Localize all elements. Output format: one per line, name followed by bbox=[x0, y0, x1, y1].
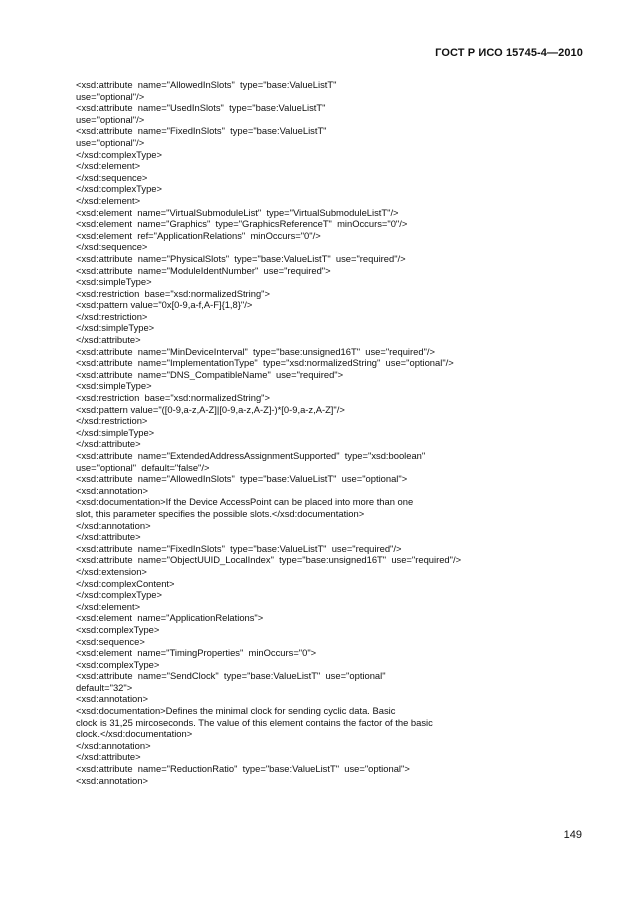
code-line: </xsd:element> bbox=[76, 600, 141, 612]
code-line: <xsd:pattern value="([0-9,a-z,A-Z]|[0-9,a-z,A-Z]-)*[0-9,a-z,A-Z]"/> bbox=[76, 403, 345, 415]
code-line: <xsd:attribute name="PhysicalSlots" type="base:ValueListT" use="required"/> bbox=[76, 252, 406, 264]
code-line: default="32"> bbox=[76, 681, 133, 693]
page-number: 149 bbox=[563, 829, 582, 841]
code-line: <xsd:sequence> bbox=[76, 635, 145, 647]
code-line: <xsd:annotation> bbox=[76, 693, 148, 705]
code-line: </xsd:sequence> bbox=[76, 241, 148, 253]
code-line: </xsd:element> bbox=[76, 194, 141, 206]
code-line: <xsd:attribute name="ModuleIdentNumber" use="required"> bbox=[76, 264, 331, 276]
xsd-code-listing bbox=[76, 79, 566, 786]
code-line: </xsd:attribute> bbox=[76, 751, 141, 763]
code-line: </xsd:attribute> bbox=[76, 334, 141, 346]
code-line: <xsd:attribute name="ImplementationType" type="xsd:normalizedString" use="optional"/> bbox=[76, 357, 454, 369]
code-line: </xsd:restriction> bbox=[76, 415, 148, 427]
code-line: slot, this parameter specifies the possible slots.</xsd:documentation> bbox=[76, 507, 365, 519]
code-line: </xsd:complexType> bbox=[76, 183, 162, 195]
code-line: </xsd:simpleType> bbox=[76, 426, 155, 438]
code-line: <xsd:attribute name="FixedInSlots" type="base:ValueListT" bbox=[76, 125, 327, 137]
code-line: <xsd:attribute name="AllowedInSlots" type="base:ValueListT" bbox=[76, 79, 337, 90]
code-line: <xsd:attribute name="ReductionRatio" type="base:ValueListT" use="optional"> bbox=[76, 763, 410, 775]
code-line: use="optional"/> bbox=[76, 90, 145, 102]
code-line: <xsd:restriction base="xsd:normalizedString"> bbox=[76, 392, 270, 404]
code-line: </xsd:complexType> bbox=[76, 589, 162, 601]
code-line: use="optional" default="false"/> bbox=[76, 461, 210, 473]
code-line: <xsd:attribute name="FixedInSlots" type="base:ValueListT" use="required"/> bbox=[76, 542, 402, 554]
code-line: <xsd:attribute name="AllowedInSlots" type="base:ValueListT" use="optional"> bbox=[76, 473, 408, 485]
code-line: clock.</xsd:documentation> bbox=[76, 728, 193, 740]
code-line: use="optional"/> bbox=[76, 113, 145, 125]
code-line: <xsd:restriction base="xsd:normalizedString"> bbox=[76, 287, 270, 299]
code-line: <xsd:attribute name="UsedInSlots" type="base:ValueListT" bbox=[76, 102, 326, 114]
code-line: <xsd:annotation> bbox=[76, 484, 148, 496]
code-line: </xsd:attribute> bbox=[76, 531, 141, 543]
code-line: <xsd:attribute name="SendClock" type="base:ValueListT" use="optional" bbox=[76, 670, 386, 682]
code-line: <xsd:complexType> bbox=[76, 658, 160, 670]
code-line: use="optional"/> bbox=[76, 136, 145, 148]
code-line: </xsd:restriction> bbox=[76, 310, 148, 322]
code-line: <xsd:pattern value="0x[0-9,a-f,A-F]{1,8}"/> bbox=[76, 299, 253, 311]
code-line: <xsd:simpleType> bbox=[76, 380, 152, 392]
standard-code-header: ГОСТ Р ИСО 15745-4—2010 bbox=[435, 47, 583, 59]
code-line: <xsd:element name="VirtualSubmoduleList" type="VirtualSubmoduleListT"/> bbox=[76, 206, 399, 218]
code-line: </xsd:annotation> bbox=[76, 519, 151, 531]
code-line: </xsd:extension> bbox=[76, 565, 147, 577]
code-line: clock is 31,25 mircoseconds. The value of this element contains the factor of the basic bbox=[76, 716, 433, 728]
code-line: <xsd:attribute name="ExtendedAddressAssignmentSupported" type="xsd:boolean" bbox=[76, 450, 426, 461]
code-line: <xsd:simpleType> bbox=[76, 276, 152, 288]
code-line: </xsd:sequence> bbox=[76, 171, 148, 183]
code-line: </xsd:simpleType> bbox=[76, 322, 155, 334]
code-line: </xsd:attribute> bbox=[76, 438, 141, 450]
code-line: <xsd:documentation>If the Device AccessPoint can be placed into more than one bbox=[76, 496, 414, 508]
code-line: <xsd:annotation> bbox=[76, 774, 148, 786]
code-line: <xsd:attribute name="MinDeviceInterval" type="base:unsigned16T" use="required"/> bbox=[76, 345, 435, 357]
code-line: <xsd:element ref="ApplicationRelations" minOccurs="0"/> bbox=[76, 229, 321, 241]
code-line: <xsd:complexType> bbox=[76, 623, 160, 635]
code-line: <xsd:element name="TimingProperties" minOccurs="0"> bbox=[76, 647, 317, 659]
code-line: </xsd:element> bbox=[76, 160, 141, 172]
code-line: </xsd:annotation> bbox=[76, 739, 151, 751]
code-line: </xsd:complexContent> bbox=[76, 577, 175, 589]
code-line: <xsd:documentation>Defines the minimal clock for sending cyclic data. Basic bbox=[76, 705, 396, 717]
code-line: <xsd:attribute name="DNS_CompatibleName" use="required"> bbox=[76, 368, 344, 380]
code-line: </xsd:complexType> bbox=[76, 148, 162, 160]
code-line: <xsd:element name="Graphics" type="GraphicsReferenceT" minOccurs="0"/> bbox=[76, 218, 408, 230]
code-line: <xsd:attribute name="ObjectUUID_LocalIndex" type="base:unsigned16T" use="required"/> bbox=[76, 554, 462, 566]
code-line: <xsd:element name="ApplicationRelations"> bbox=[76, 612, 264, 624]
